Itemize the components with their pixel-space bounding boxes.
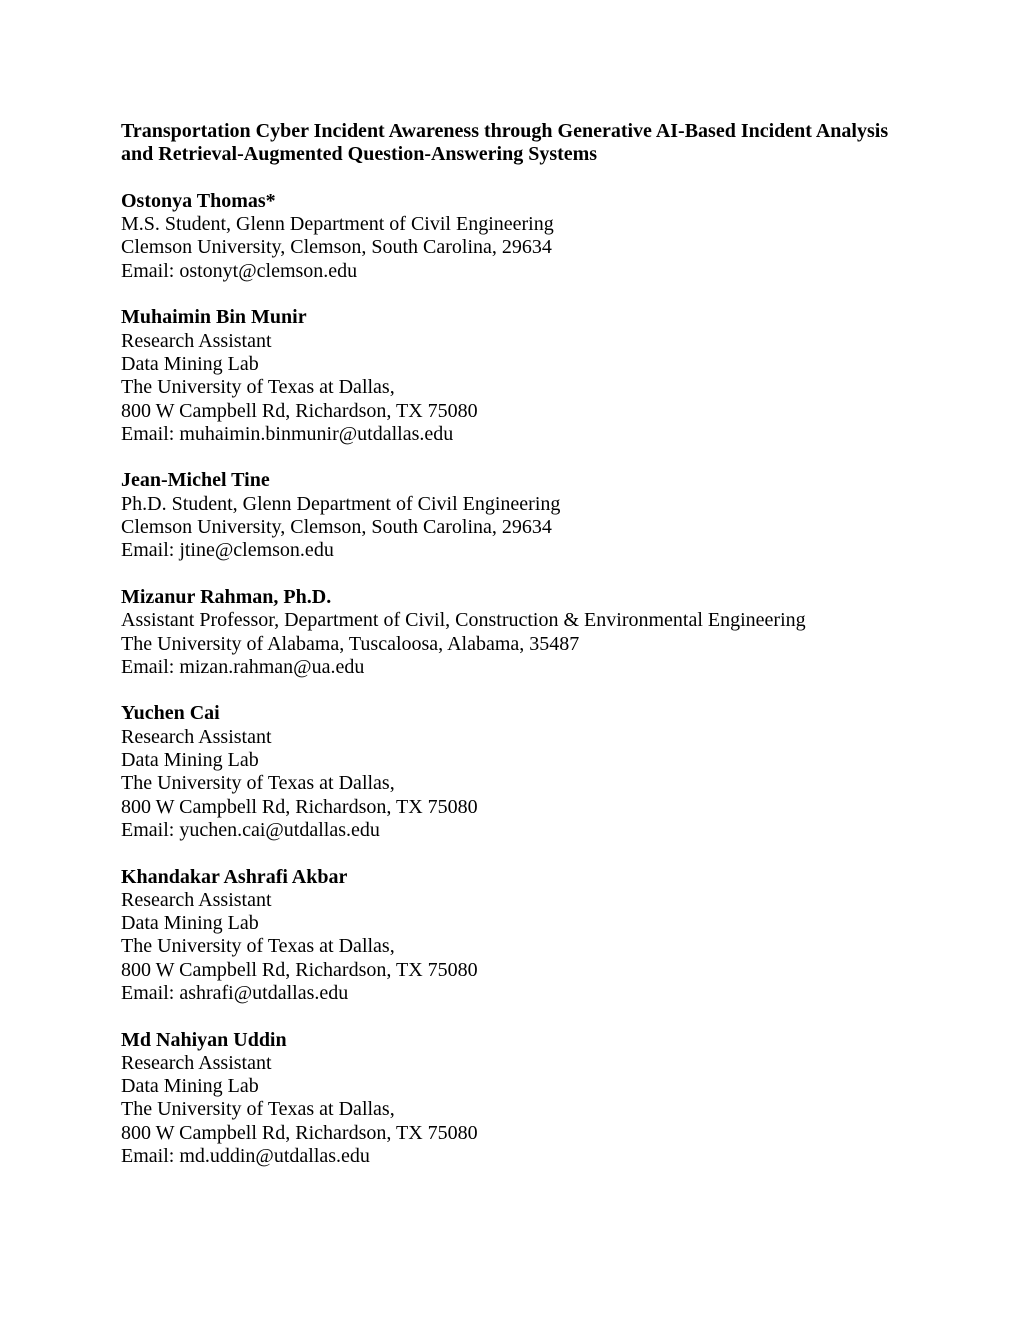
author-name: Mizanur Rahman, Ph.D. xyxy=(121,585,332,608)
author-address: 800 W Campbell Rd, Richardson, TX 75080 xyxy=(121,399,478,422)
author-block-4 xyxy=(121,586,924,679)
author-email: Email: ostonyt@clemson.edu xyxy=(121,259,358,282)
paper-title-line-2: and Retrieval-Augmented Question-Answering Systems xyxy=(121,143,598,166)
author-name: Ostonya Thomas* xyxy=(121,189,276,212)
author-name: Jean-Michel Tine xyxy=(121,469,270,492)
author-affiliation: The University of Texas at Dallas, xyxy=(121,1098,395,1121)
author-block-3 xyxy=(121,469,924,562)
author-name: Md Nahiyan Uddin xyxy=(121,1028,287,1051)
author-role: M.S. Student, Glenn Department of Civil Engineering xyxy=(121,213,554,236)
author-email: Email: yuchen.cai@utdallas.edu xyxy=(121,818,380,841)
paper-title xyxy=(121,120,924,167)
author-role: Research Assistant xyxy=(121,329,272,352)
author-role: Ph.D. Student, Glenn Department of Civil Engineering xyxy=(121,492,561,515)
author-block-7 xyxy=(121,1029,924,1169)
author-affiliation: The University of Texas at Dallas, xyxy=(121,376,395,399)
author-lab: Data Mining Lab xyxy=(121,749,259,772)
author-address: 800 W Campbell Rd, Richardson, TX 75080 xyxy=(121,795,478,818)
author-name: Khandakar Ashrafi Akbar xyxy=(121,865,348,888)
author-affiliation: The University of Alabama, Tuscaloosa, Alabama, 35487 xyxy=(121,632,580,655)
author-role: Assistant Professor, Department of Civil, Construction & Environmental Engineering xyxy=(121,609,806,632)
author-email: Email: jtine@clemson.edu xyxy=(121,539,334,562)
author-name: Muhaimin Bin Munir xyxy=(121,306,307,329)
author-affiliation: The University of Texas at Dallas, xyxy=(121,935,395,958)
author-email: Email: mizan.rahman@ua.edu xyxy=(121,655,365,678)
author-name: Yuchen Cai xyxy=(121,702,220,725)
author-block-1 xyxy=(121,190,924,283)
author-email: Email: muhaimin.binmunir@utdallas.edu xyxy=(121,422,454,445)
author-affiliation: Clemson University, Clemson, South Carolina, 29634 xyxy=(121,236,552,259)
author-role: Research Assistant xyxy=(121,1051,272,1074)
author-email: Email: md.uddin@utdallas.edu xyxy=(121,1145,370,1168)
author-lab: Data Mining Lab xyxy=(121,1075,259,1098)
paper-title-line-1: Transportation Cyber Incident Awareness through Generative AI-Based Incident Analysis xyxy=(121,120,889,142)
author-role: Research Assistant xyxy=(121,888,272,911)
author-affiliation: The University of Texas at Dallas, xyxy=(121,772,395,795)
author-block-5 xyxy=(121,702,924,842)
author-lab: Data Mining Lab xyxy=(121,912,259,935)
author-lab: Data Mining Lab xyxy=(121,352,259,375)
author-email: Email: ashrafi@utdallas.edu xyxy=(121,981,349,1004)
author-block-2 xyxy=(121,306,924,446)
author-address: 800 W Campbell Rd, Richardson, TX 75080 xyxy=(121,1121,478,1144)
author-affiliation: Clemson University, Clemson, South Carolina, 29634 xyxy=(121,516,552,539)
author-address: 800 W Campbell Rd, Richardson, TX 75080 xyxy=(121,958,478,981)
author-role: Research Assistant xyxy=(121,725,272,748)
author-block-6 xyxy=(121,866,924,1006)
